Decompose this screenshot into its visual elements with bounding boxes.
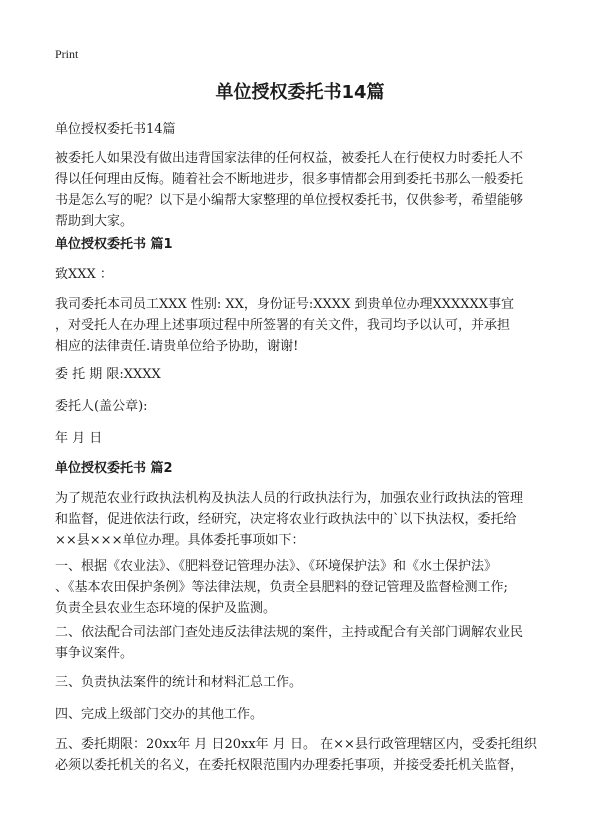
intro-paragraph — [55, 148, 550, 232]
intro-line: 被委托人如果没有做出违背国家法律的任何权益，被委托人在行使权力时委托人不 — [55, 151, 524, 166]
section2-line: 一、根据《农业法》、《肥料登记管理办法》、《环境保护法》和《水土保护法》 — [55, 559, 498, 574]
section1-to: 致XXX ： — [55, 267, 113, 282]
section2-line: 、《基本农田保护条例》等法律法规，负责全县肥料的登记管理及监督检测工作; — [55, 580, 508, 595]
section2-line: 为了规范农业行政执法机构及执法人员的行政执法行为，加强农业行政执法的管理 — [55, 491, 524, 506]
print-label[interactable]: Print — [55, 47, 79, 61]
section1-principal: 委托人(盖公章): — [55, 399, 148, 414]
section2-line: 必须以委托机关的名义，在委托权限范围内办理委托事项，并接受委托机关监督， — [55, 758, 524, 773]
subtitle — [55, 119, 550, 140]
section1-period: 委 托 期 限:XXXX — [55, 367, 161, 382]
page-title: 单位授权委托书14篇 — [215, 82, 385, 103]
section2-paragraph-4: 三、负责执法案件的统计和材料汇总工作。 — [55, 675, 303, 690]
intro-line: 得以任何理由反悔。随着社会不断地进步，很多事情都会用到委托书那么一般委托 — [55, 172, 524, 187]
section2-paragraph-1 — [55, 488, 550, 551]
section2-line: 事争议案件。 — [55, 646, 134, 661]
section1-body — [55, 294, 550, 357]
section2-paragraph-5: 四、完成上级部门交办的其他工作。 — [55, 707, 264, 722]
section1-body-line: 我司委托本司员工XXX 性别: XX，身份证号:XXXX 到贵单位办理XXXXXX事宜 — [55, 297, 514, 312]
section2-line: ××县×××单位办理。具体委托事项如下： — [55, 533, 305, 548]
section2-paragraph-6 — [55, 734, 550, 776]
section2-paragraph-2 — [55, 556, 550, 619]
intro-line: 书是怎么写的呢？以下是小编帮大家整理的单位授权委托书，仅供参考，希望能够 — [55, 193, 524, 208]
section2-paragraph-3 — [55, 622, 550, 664]
section2-line: 和监督，促进依法行政，经研究，决定将农业行政执法中的`以下执法权，委托给 — [55, 512, 517, 527]
section1-body-line: ，对受托人在办理上述事项过程中所签署的有关文件，我司均予以认可，并承担 — [55, 318, 511, 333]
section2-line: 二、依法配合司法部门查处违反法律法规的案件，主持或配合有关部门调解农业民 — [55, 625, 524, 640]
section1-date: 年 月 日 — [55, 431, 103, 446]
section1-body-line: 相应的法律责任.请贵单位给予协助，谢谢! — [55, 339, 299, 354]
section1-heading: 单位授权委托书 篇1 — [55, 237, 173, 252]
section2-line: 五、委托期限：20xx年 月 日20xx年 月 日。 在××县行政管理辖区内，受委托组织 — [55, 737, 537, 752]
section2-heading: 单位授权委托书 篇2 — [55, 461, 173, 476]
section2-line: 负责全县农业生态环境的保护及监测。 — [55, 601, 277, 616]
subtitle-text: 单位授权委托书14篇 — [55, 122, 176, 137]
intro-line: 帮助到大家。 — [55, 214, 134, 229]
